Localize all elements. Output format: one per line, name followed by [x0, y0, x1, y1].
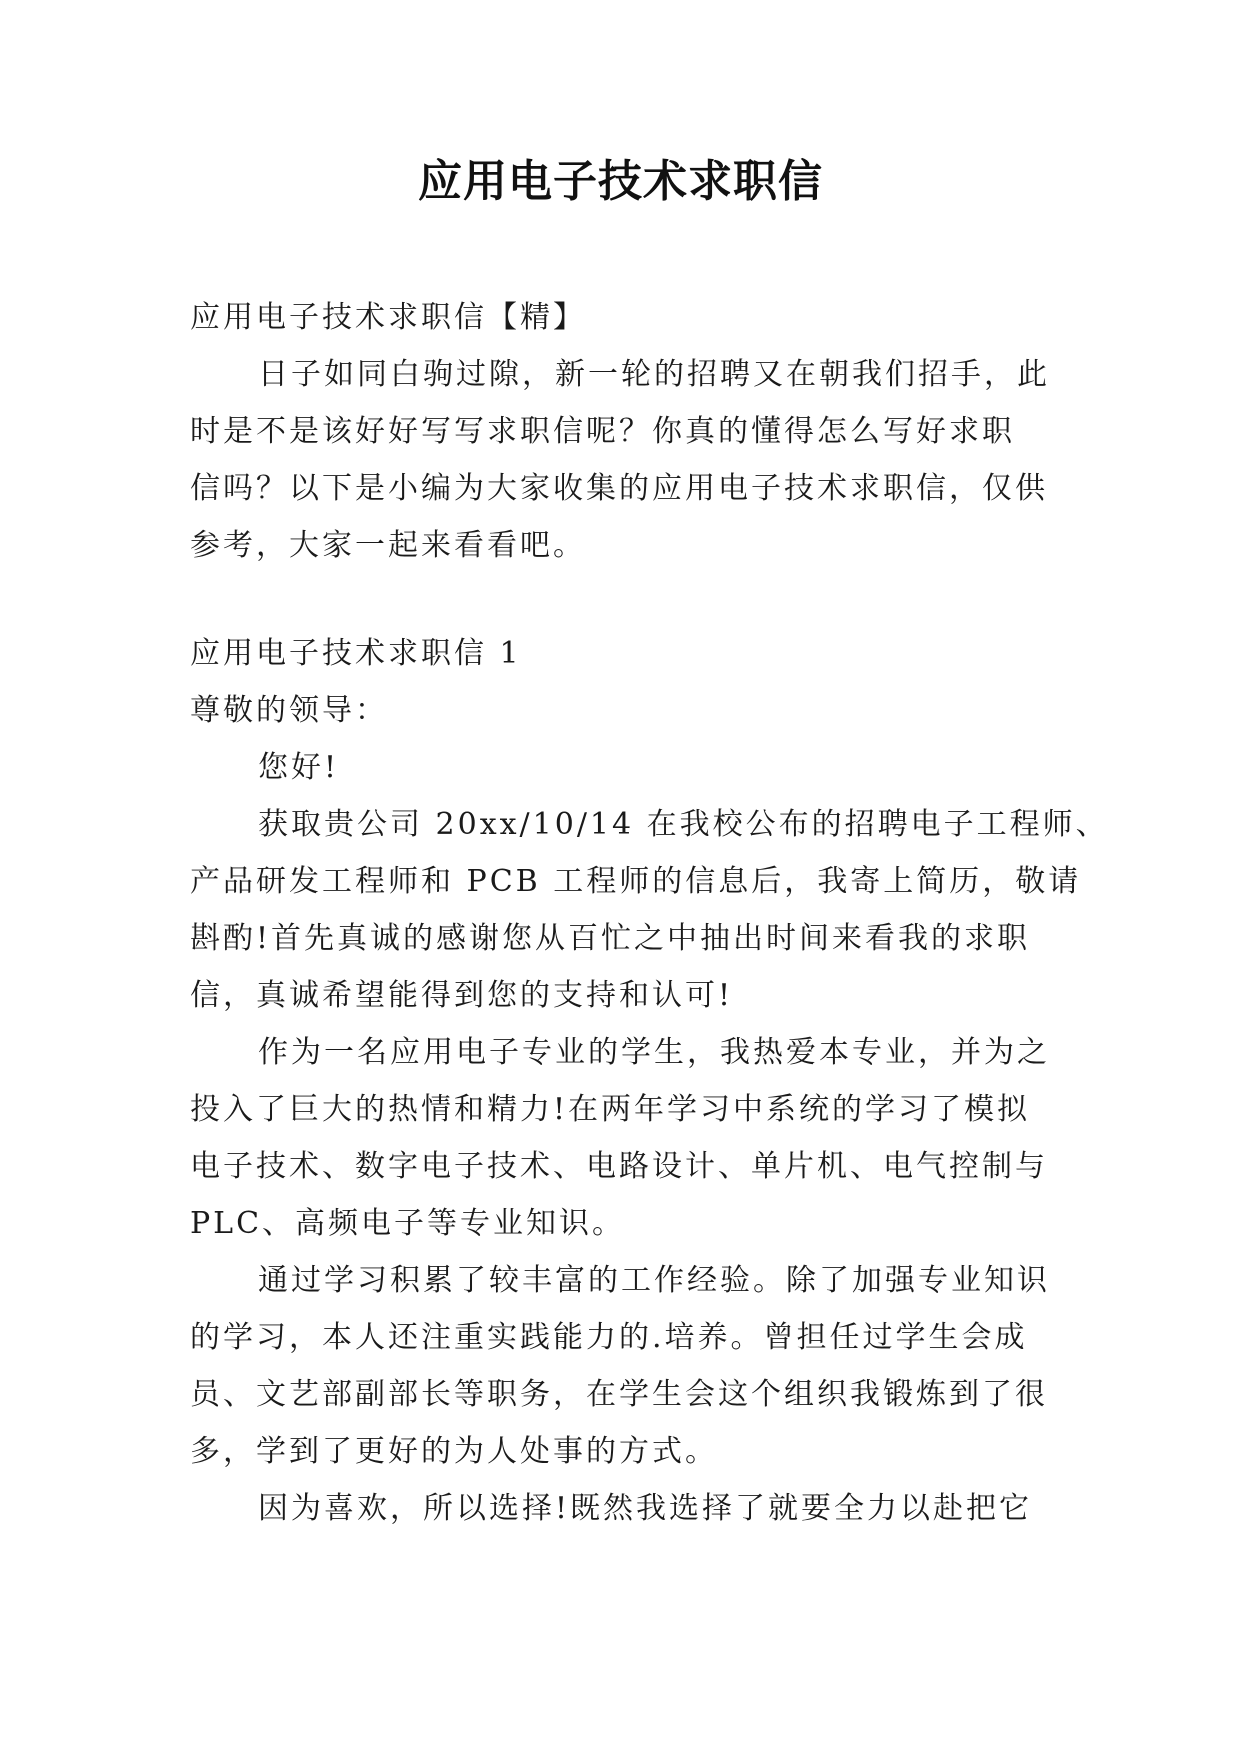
- body-line: 获取贵公司 20xx/10/14 在我校公布的招聘电子工程师、: [258, 807, 1109, 842]
- body-line: PLC、高频电子等专业知识。: [190, 1206, 626, 1241]
- salutation: 尊敬的领导：: [190, 693, 388, 728]
- document-body: [190, 289, 1109, 1537]
- intro-line-3: 信吗？以下是小编为大家收集的应用电子技术求职信，仅供: [190, 471, 1048, 506]
- body-line: 员、文艺部副部长等职务，在学生会这个组织我锻炼到了很: [190, 1377, 1048, 1412]
- intro-line-4: 参考，大家一起来看看吧。: [190, 528, 586, 563]
- body-line: 因为喜欢，所以选择!既然我选择了就要全力以赴把它: [258, 1491, 1033, 1526]
- body-line: 斟酌!首先真诚的感谢您从百忙之中抽出时间来看我的求职: [190, 921, 1031, 956]
- body-line: 信，真诚希望能得到您的支持和认可!: [190, 978, 734, 1013]
- body-line: 通过学习积累了较丰富的工作经验。除了加强专业知识: [258, 1263, 1050, 1298]
- paragraph-gap: [190, 574, 1060, 625]
- body-line: 多，学到了更好的为人处事的方式。: [190, 1434, 718, 1469]
- page-title: 应用电子技术求职信: [418, 156, 823, 207]
- body-line: 投入了巨大的热情和精力!在两年学习中系统的学习了模拟: [190, 1092, 1031, 1127]
- body-line: 的学习，本人还注重实践能力的.培养。曾担任过学生会成: [190, 1320, 1028, 1355]
- body-line: 电子技术、数字电子技术、电路设计、单片机、电气控制与: [190, 1149, 1048, 1184]
- intro-line-1: 日子如同白驹过隙，新一轮的招聘又在朝我们招手，此: [258, 357, 1050, 392]
- section-heading: 应用电子技术求职信 1: [190, 636, 522, 671]
- body-line: 作为一名应用电子专业的学生，我热爱本专业，并为之: [258, 1035, 1050, 1070]
- body-line: 产品研发工程师和 PCB 工程师的信息后，我寄上简历，敬请: [190, 864, 1082, 899]
- intro-line-2: 时是不是该好好写写求职信呢？你真的懂得怎么写好求职: [190, 414, 1015, 449]
- greeting: 您好!: [258, 750, 340, 785]
- subtitle-line: 应用电子技术求职信【精】: [190, 300, 586, 335]
